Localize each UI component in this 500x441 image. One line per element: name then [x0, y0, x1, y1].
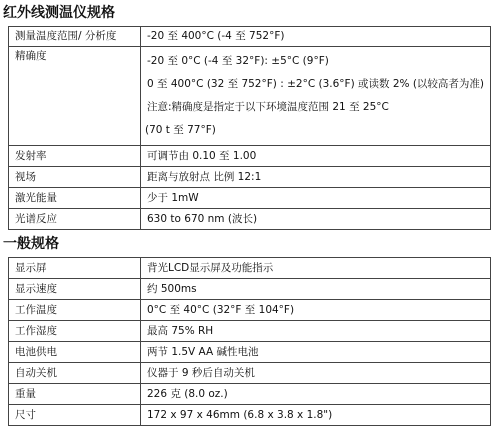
- section-title-general-specs: 一般规格: [3, 236, 59, 252]
- spec-value: [141, 47, 491, 146]
- table-row: [9, 321, 491, 342]
- general-spec-table: [8, 257, 491, 426]
- spec-label: 重量: [9, 384, 141, 405]
- spec-value: 两节 1.5V AA 碱性电池: [141, 342, 491, 363]
- table-row: [9, 384, 491, 405]
- spec-label: 电池供电: [9, 342, 141, 363]
- spec-value: 距离与放射点 比例 12:1: [141, 167, 491, 188]
- table-row: [9, 209, 491, 230]
- spec-label: 发射率: [9, 146, 141, 167]
- spec-value: -20 至 400°C (-4 至 752°F): [141, 27, 491, 47]
- table-row: [9, 146, 491, 167]
- table-row: [9, 300, 491, 321]
- table-row: [9, 342, 491, 363]
- spec-value-line: 注意:精确度是指定于以下环境温度范围 21 至 25°C: [147, 101, 389, 113]
- table-row: [9, 47, 491, 146]
- spec-label: 精确度: [9, 47, 141, 146]
- table-row: [9, 405, 491, 426]
- spec-value: 630 to 670 nm (波长): [141, 209, 491, 230]
- spec-value: 最高 75% RH: [141, 321, 491, 342]
- spec-value-line: -20 至 0°C (-4 至 32°F): ±5°C (9°F): [147, 55, 329, 67]
- spec-value: 背光LCD显示屏及功能指示: [141, 258, 491, 279]
- spec-value: 可调节由 0.10 至 1.00: [141, 146, 491, 167]
- spec-value-line: (70 t 至 77°F): [145, 124, 216, 136]
- spec-label: 工作湿度: [9, 321, 141, 342]
- spec-value-line: 0 至 400°C (32 至 752°F) : ±2°C (3.6°F) 或读数 2% (以较高者为准): [147, 78, 485, 90]
- section-title-ir-specs: 红外线测温仪规格: [3, 5, 115, 21]
- table-row: [9, 27, 491, 47]
- spec-label: 自动关机: [9, 363, 141, 384]
- spec-value: 少于 1mW: [141, 188, 491, 209]
- spec-value: 226 克 (8.0 oz.): [141, 384, 491, 405]
- spec-label: 显示屏: [9, 258, 141, 279]
- table-row: [9, 363, 491, 384]
- table-row: [9, 188, 491, 209]
- table-row: [9, 279, 491, 300]
- spec-label: 光谱反应: [9, 209, 141, 230]
- spec-value: 约 500ms: [141, 279, 491, 300]
- spec-value: 0°C 至 40°C (32°F 至 104°F): [141, 300, 491, 321]
- ir-spec-table: [8, 26, 491, 230]
- spec-label: 激光能量: [9, 188, 141, 209]
- spec-value: 仪器于 9 秒后自动关机: [141, 363, 491, 384]
- table-row: [9, 167, 491, 188]
- spec-label: 视场: [9, 167, 141, 188]
- spec-label: 尺寸: [9, 405, 141, 426]
- spec-label: 测量温度范围/ 分析度: [9, 27, 141, 47]
- spec-label: 工作温度: [9, 300, 141, 321]
- spec-value: 172 x 97 x 46mm (6.8 x 3.8 x 1.8"): [141, 405, 491, 426]
- spec-label: 显示速度: [9, 279, 141, 300]
- table-row: [9, 258, 491, 279]
